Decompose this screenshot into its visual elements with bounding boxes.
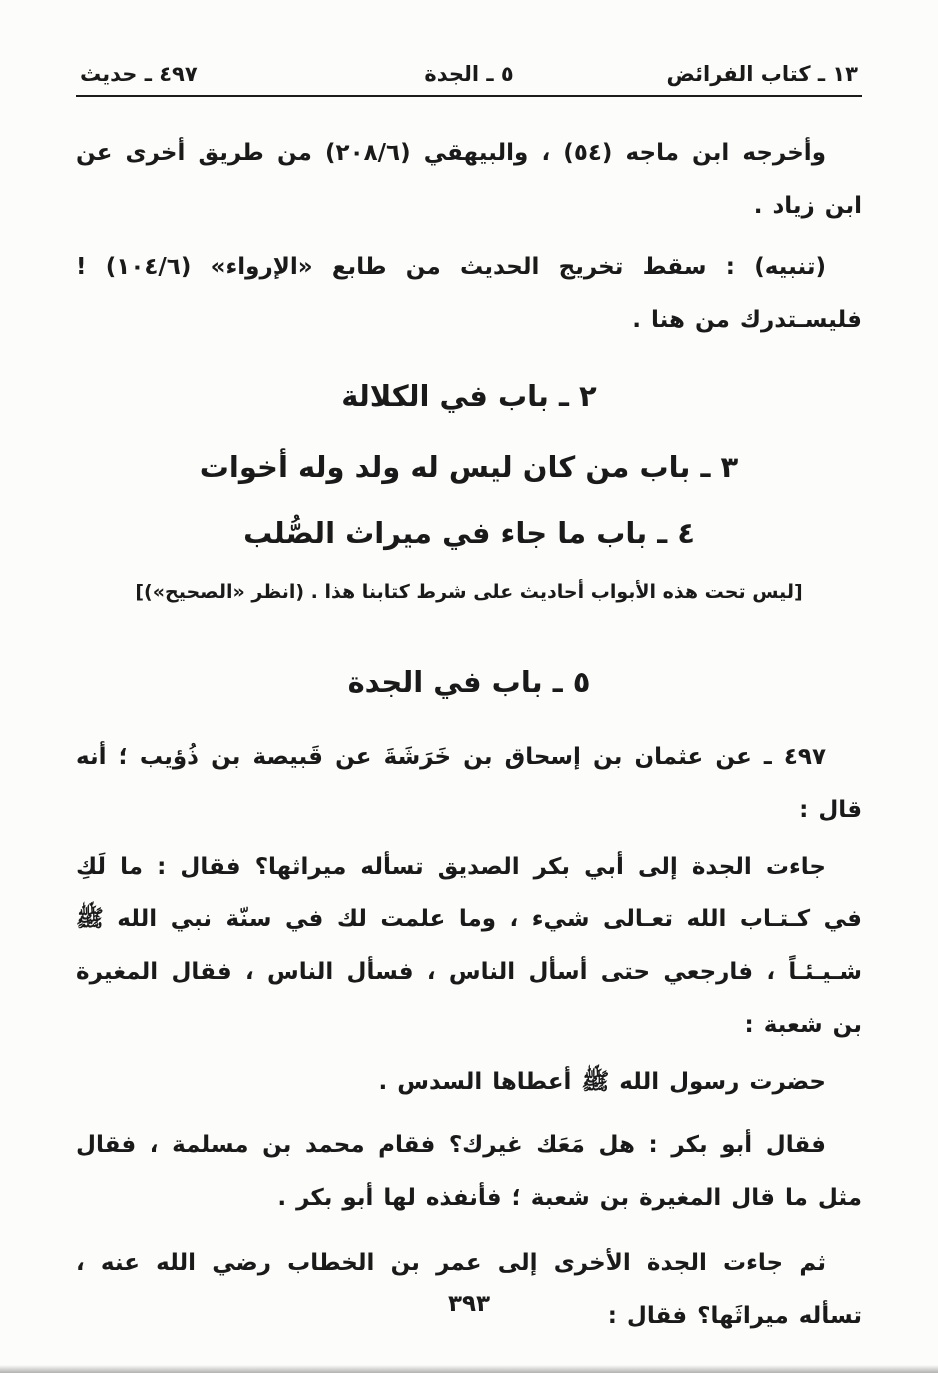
editor-note: [ليس تحت هذه الأبواب أحاديث على شرط كتابنا هذا . (انظر «الصحيح»)] [135,581,803,604]
header-section-title: ٥ ـ الجدة [424,62,514,86]
hadith-497-matn-3: فقال أبو بكر : هل مَعَك غيرك؟ فقام محمد بن مسلمة ، فقال مثل ما قال المغيرة بن شعبة ؛ فأنفذه لها أبو بكر . [76,1131,862,1211]
tanbih-paragraph: (تنبيه) : سقط تخريج الحديث من طابع «الإرواء» (١٠٤/٦) ! فليسـتدرك من هنا . [76,253,862,333]
header-book-title: ١٣ ـ كتاب الفرائض [666,62,858,86]
hadith-497-matn-4: ثم جاءت الجدة الأخرى إلى عمر بن الخطاب رضي الله عنه ، تسأله ميراثَها؟ فقال : [76,1249,862,1329]
heading-bab-3: ٣ ـ باب من كان ليس له ولد وله أخوات [199,450,739,485]
page-footer [0,1291,938,1317]
header-hadith-marker: ٤٩٧ ـ حديث [80,62,198,86]
page-number: ٣٩٣ [447,1291,491,1317]
hadith-497-matn-2: حضرت رسول الله ﷺ أعطاها السدس . [378,1069,826,1096]
heading-bab-5-jadda: ٥ ـ باب في الجدة [347,665,591,700]
page-header [76,62,862,86]
header-divider [76,95,862,97]
heading-bab-2-kalala: ٢ ـ باب في الكلالة [341,378,597,413]
takhrij-paragraph: وأخرجه ابن ماجه (٥٤) ، والبيهقي (٢٠٨/٦) من طريق أخرى عن ابن زياد . [76,140,862,219]
page-content [76,127,862,1343]
hadith-497-isnad: ٤٩٧ ـ عن عثمان بن إسحاق بن خَرَشَةَ عن قَبيصة بن ذُؤيب ؛ أنه قال : [76,743,862,823]
hadith-497-matn-1: جاءت الجدة إلى أبي بكر الصديق تسأله ميراثها؟ فقال : ما لَكِ في كـتـاب الله تعـالى شيء ، وما علمت لك في سنّة نبي الله ﷺ شـيـئـاً ، فارجعي حتى أسأل الناس ، فسأل الناس ، فقال المغيرة بن شعبة : [76,853,862,1039]
heading-bab-4-mirath-sulb: ٤ ـ باب ما جاء في ميراث الصُّلب [243,515,695,550]
